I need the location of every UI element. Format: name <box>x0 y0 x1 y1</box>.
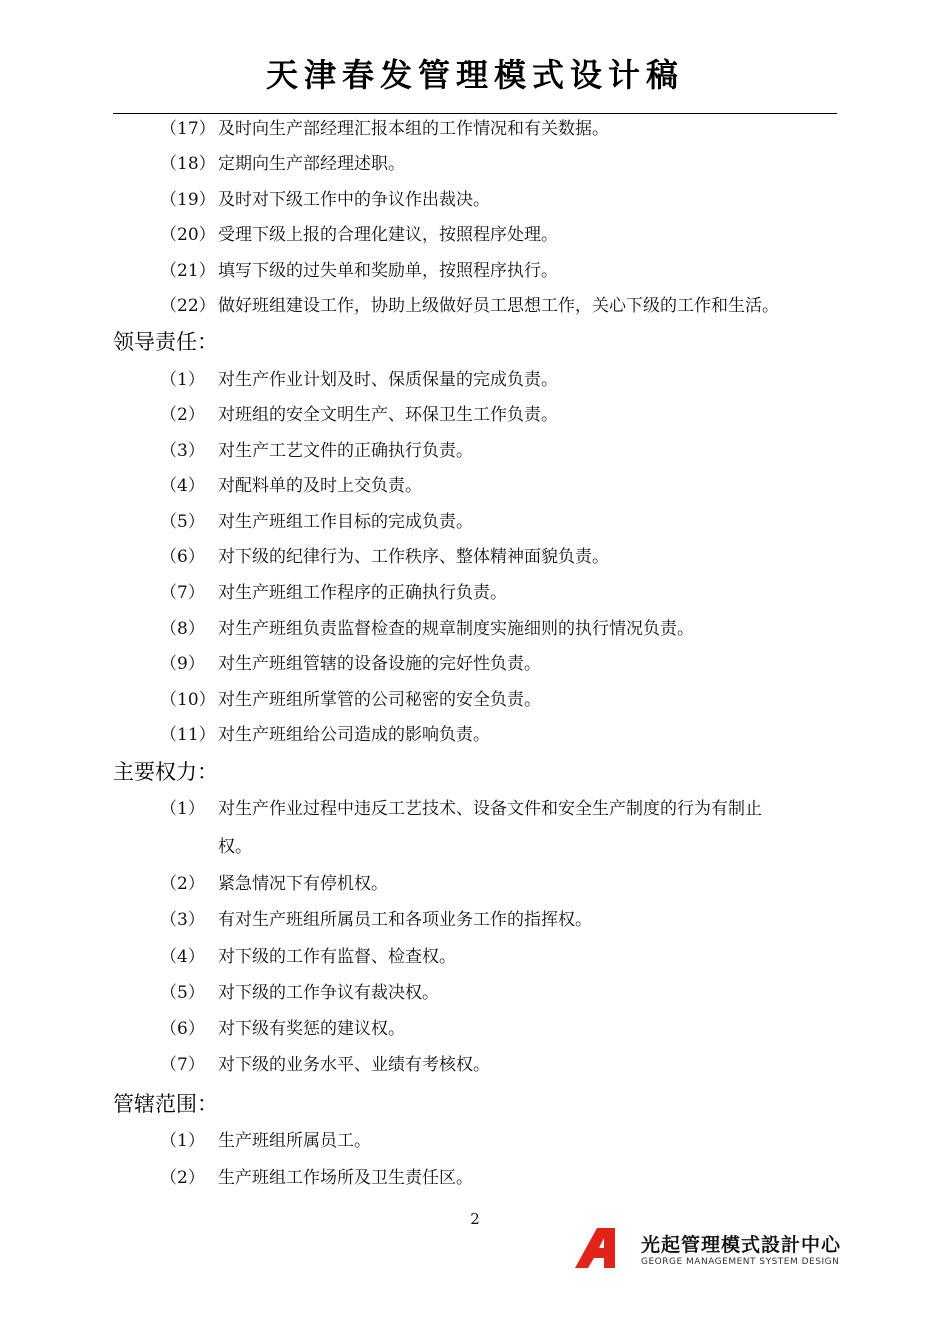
item-text: 及时对下级工作中的争议作出裁决。 <box>218 190 490 210</box>
header-divider <box>113 113 837 114</box>
item-number: （4） <box>160 476 205 496</box>
item-number: （5） <box>160 983 205 1003</box>
item-text: 对下级有奖惩的建议权。 <box>218 1019 405 1039</box>
item-number: （10） <box>160 690 216 710</box>
item-number: （2） <box>160 874 205 894</box>
item-number: （2） <box>160 405 205 425</box>
item-text: 对生产工艺文件的正确执行负责。 <box>218 441 473 461</box>
item-text: 对生产班组给公司造成的影响负责。 <box>218 725 490 745</box>
item-number: （9） <box>160 654 205 674</box>
item-number: （7） <box>160 583 205 603</box>
item-text: 受理下级上报的合理化建议，按照程序处理。 <box>218 225 558 245</box>
section-heading-leadership: 领导责任： <box>113 330 218 354</box>
item-number: （22） <box>160 296 216 316</box>
item-number: （19） <box>160 190 216 210</box>
item-number: （2） <box>160 1168 205 1188</box>
item-number: （1） <box>160 1131 205 1151</box>
item-number: （21） <box>160 261 216 281</box>
item-number: （18） <box>160 154 216 174</box>
item-text: 对生产班组工作目标的完成负责。 <box>218 512 473 532</box>
item-text: 权。 <box>218 837 252 857</box>
item-text: 生产班组所属员工。 <box>218 1131 371 1151</box>
company-logo <box>575 1228 845 1272</box>
item-text: 对下级的工作有监督、检查权。 <box>218 947 456 967</box>
item-text: 对生产作业过程中违反工艺技术、设备文件和安全生产制度的行为有制止 <box>218 799 762 819</box>
item-number: （11） <box>160 725 216 745</box>
item-text: 对生产班组所掌管的公司秘密的安全负责。 <box>218 690 541 710</box>
item-text: 对生产班组负责监督检查的规章制度实施细则的执行情况负责。 <box>218 619 694 639</box>
item-text: 生产班组工作场所及卫生责任区。 <box>218 1168 473 1188</box>
item-text: 对生产班组管辖的设备设施的完好性负责。 <box>218 654 541 674</box>
item-number: （6） <box>160 1019 205 1039</box>
logo-a-icon <box>575 1228 635 1270</box>
item-number: （20） <box>160 225 216 245</box>
item-number: （4） <box>160 947 205 967</box>
item-text: 对下级的纪律行为、工作秩序、整体精神面貌负责。 <box>218 547 609 567</box>
item-text: 对下级的工作争议有裁决权。 <box>218 983 439 1003</box>
section-heading-scope: 管辖范围： <box>113 1092 218 1116</box>
logo-english-text: GEORGE MANAGEMENT SYSTEM DESIGN <box>641 1257 840 1267</box>
item-number: （3） <box>160 910 205 930</box>
item-text: 填写下级的过失单和奖励单，按照程序执行。 <box>218 261 558 281</box>
item-number: （1） <box>160 370 205 390</box>
section-heading-powers: 主要权力： <box>113 760 218 784</box>
item-text: 定期向生产部经理述职。 <box>218 154 405 174</box>
item-text: 对班组的安全文明生产、环保卫生工作负责。 <box>218 405 558 425</box>
item-number: （1） <box>160 799 205 819</box>
item-text: 紧急情况下有停机权。 <box>218 874 388 894</box>
item-text: 及时向生产部经理汇报本组的工作情况和有关数据。 <box>218 119 609 139</box>
item-number: （7） <box>160 1055 205 1075</box>
item-text: 对生产班组工作程序的正确执行负责。 <box>218 583 507 603</box>
item-number: （17） <box>160 119 216 139</box>
item-text: 有对生产班组所属员工和各项业务工作的指挥权。 <box>218 910 592 930</box>
item-text: 对生产作业计划及时、保质保量的完成负责。 <box>218 370 558 390</box>
item-text: 对下级的业务水平、业绩有考核权。 <box>218 1055 490 1075</box>
logo-chinese-text: 光起管理模式設計中心 <box>641 1234 842 1256</box>
item-number: （8） <box>160 619 205 639</box>
item-number: （3） <box>160 441 205 461</box>
page-number: 2 <box>470 1210 480 1228</box>
item-text: 对配料单的及时上交负责。 <box>218 476 422 496</box>
item-number: （6） <box>160 547 205 567</box>
item-text: 做好班组建设工作，协助上级做好员工思想工作，关心下级的工作和生活。 <box>218 296 779 316</box>
item-number: （5） <box>160 512 205 532</box>
document-title: 天津春发管理模式设计稿 <box>265 56 684 94</box>
